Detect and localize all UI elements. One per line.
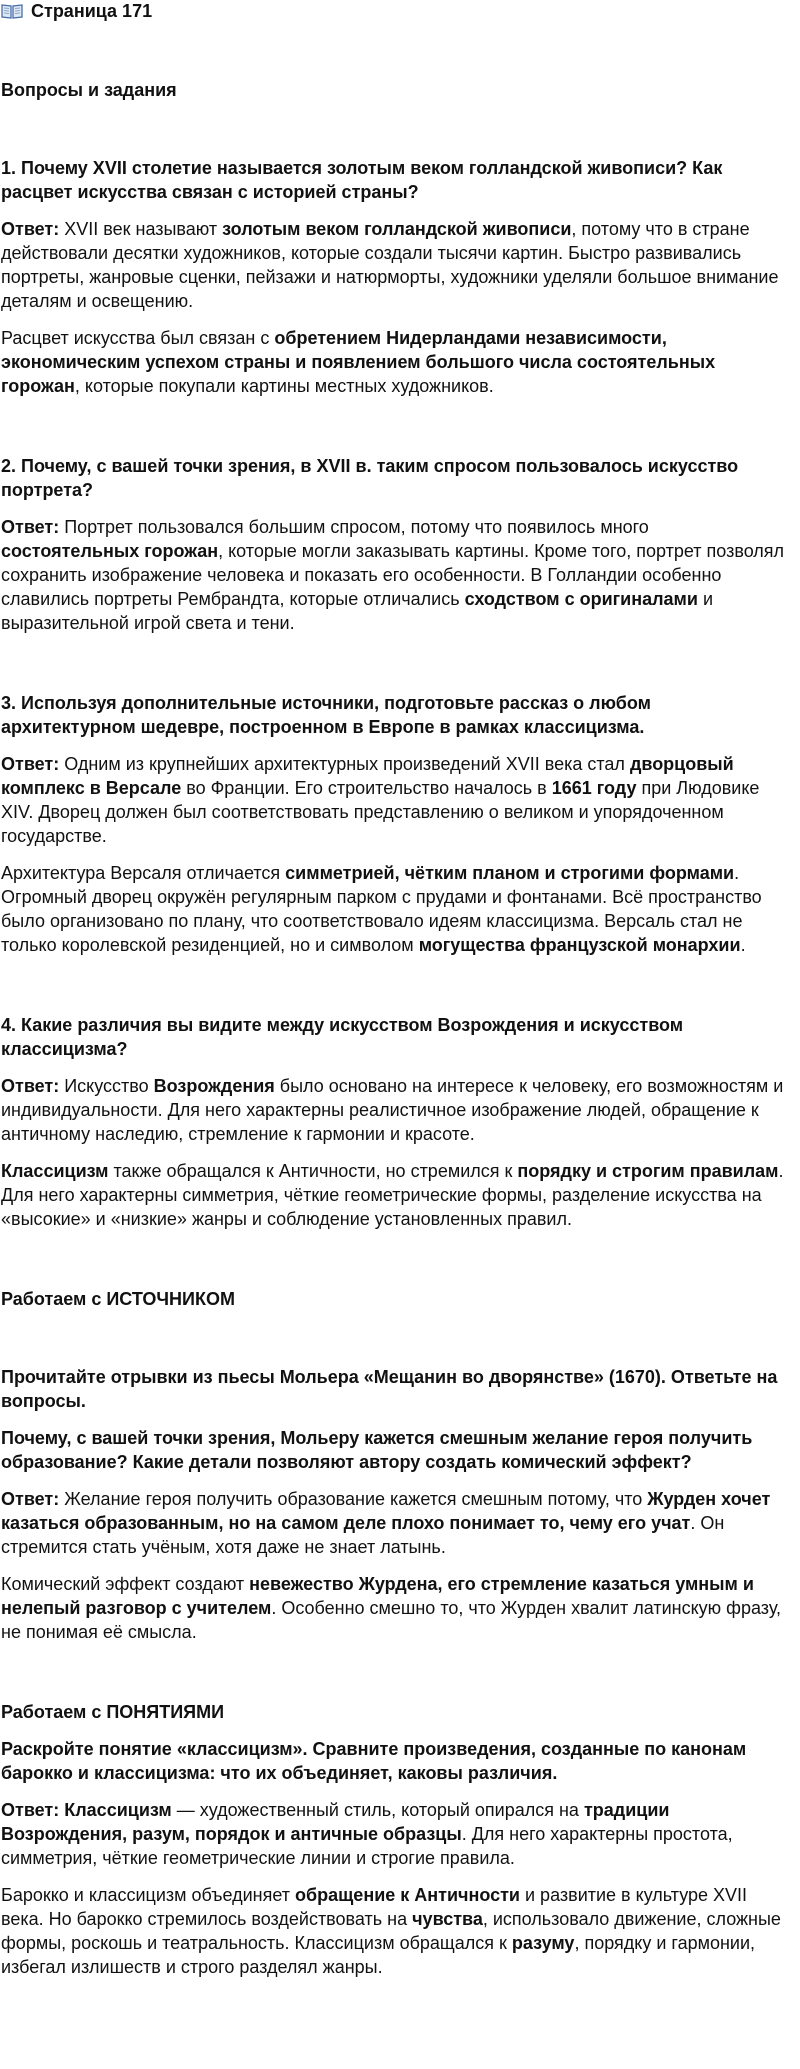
section-title-source: Работаем с ИСТОЧНИКОМ [1,1289,235,1309]
answer-3-paragraph-1 [1,752,788,848]
source-intro: Прочитайте отрывки из пьесы Мольера «Мещанин во дворянстве» (1670). Ответьте на вопросы. [1,1367,778,1411]
answer-3-paragraph-2 [1,861,788,957]
bold-span: симметрией, чётким планом и строгими формами [285,863,735,883]
text-span: — художественный стиль, который опирался на [171,1800,584,1820]
bold-span: чувства [412,1909,483,1929]
source-question: Почему, с вашей точки зрения, Мольеру кажется смешным желание героя получить образование? Какие детали позволяют автору создать комический эффект? [1,1428,753,1472]
text-span: Барокко и классицизм объединяет [1,1885,295,1905]
text-span: и выразительной игрой света и тени. [1,589,713,633]
text-span: , которые могли заказывать картины. Кроме того, портрет позволял сохранить изображение человека и показать его особенности. В Голландии особенно славились портреты Рембрандта, которые отличались [1,541,785,609]
question-4: 4. Какие различия вы видите между искусством Возрождения и искусством классицизма? [1,1015,684,1059]
bold-span: традиции Возрождения, разум, порядок и античные образцы [1,1800,670,1844]
text-span: Комический эффект создают [1,1574,250,1594]
concepts-answer-paragraph-1 [1,1798,788,1870]
bold-span: Классицизм [64,1800,172,1820]
bold-span: могущества французской монархии [418,935,741,955]
bold-span: Классицизм [1,1161,109,1181]
section-title-questions: Вопросы и задания [1,80,177,100]
bold-span: сходством с оригиналами [464,589,698,609]
text-span: . Огромный дворец окружён регулярным парком с прудами и фонтанами. Всё пространство было организовано по плану, что соответствовало идеям классицизма. Версаль стал не только королевской резиденцией, но и символом [1,863,762,955]
answer-label: Ответ: [1,517,60,537]
answer-1-paragraph-1 [1,217,788,313]
text-span: было основано на интересе к человеку, его возможностям и индивидуальности. Для него характерны реалистичное изображение людей, обращение к античному наследию, стремление к гармонии и красоте. [1,1076,784,1144]
text-span: и развитие в культуре XVII века. Но барокко стремилось воздействовать на [1,1885,748,1929]
text-span: . Для него характерны простота, симметрия, чёткие геометрические линии и строгие правила. [1,1824,733,1868]
section-title-concepts: Работаем с ПОНЯТИЯМИ [1,1702,225,1722]
text-span: . Для него характерны симметрия, чёткие геометрические формы, разделение искусства на «высокие» и «низкие» жанры и соблюдение установленных правил. [1,1161,784,1229]
source-answer-paragraph-2 [1,1572,788,1644]
text-span: . [740,935,746,955]
concepts-answer-paragraph-2 [1,1883,788,1979]
text-span: Искусство [59,1076,154,1096]
text-span: во Франции. Его строительство началось в [181,778,552,798]
answer-1-paragraph-2 [1,326,788,398]
answer-4-paragraph-1 [1,1074,788,1146]
answer-label: Ответ: [1,754,60,774]
bold-span: обретением Нидерландами независимости, экономическим успехом страны и появлением большого числа состоятельных горожан [1,328,716,396]
question-1: 1. Почему XVII столетие называется золотым веком голландской живописи? Как расцвет искусства связан с историей страны? [1,158,723,202]
bold-span: дворцовый комплекс в Версале [1,754,734,798]
answer-2-paragraph-1 [1,515,788,635]
text-span: Расцвет искусства был связан с [1,328,275,348]
text-span: , порядку и гармонии, избегал излишеств и строго разделял жанры. [1,1933,756,1977]
text-span: , которые покупали картины местных художников. [74,376,494,396]
text-span: Одним из крупнейших архитектурных произведений XVII века стал [59,754,630,774]
bold-span: Журден хочет казаться образованным, но на самом деле плохо понимает то, чему его учат [1,1489,771,1533]
answer-label: Ответ: [1,1489,60,1509]
text-span: также обращался к Античности, но стремился к [108,1161,518,1181]
answer-4-paragraph-2 [1,1159,788,1231]
answer-label: Ответ: [1,219,60,239]
page-header [1,0,788,22]
bold-span: порядку и строгим правилам [517,1161,779,1181]
text-span: . Он стремится стать учёным, хотя даже не знает латынь. [1,1513,725,1557]
concepts-question: Раскройте понятие «классицизм». Сравните произведения, созданные по канонам барокко и классицизма: что их объединяет, каковы различия. [1,1739,747,1783]
answer-label: Ответ: [1,1800,60,1820]
text-span: XVII век называют [59,219,223,239]
text-span: , потому что в стране действовали десятки художников, которые создали тысячи картин. Быстро развивались портреты, жанровые сценки, пейзажи и натюрморты, художники уделяли большое внимание деталям и освещению. [1,219,779,311]
text-span: Портрет пользовался большим спросом, потому что появилось много [59,517,649,537]
page-title: Страница 171 [31,1,153,21]
bold-span: Возрождения [153,1076,275,1096]
bold-span: обращение к Античности [295,1885,520,1905]
text-span: . Особенно смешно то, что Журден хвалит латинскую фразу, не понимая её смысла. [1,1598,782,1642]
question-2: 2. Почему, с вашей точки зрения, в XVII в. таким спросом пользовалось искусство портрета? [1,456,739,500]
text-span: Желание героя получить образование кажется смешным потому, что [59,1489,648,1509]
bold-span: невежество Журдена, его стремление казаться умным и нелепый разговор с учителем [1,1574,754,1618]
text-span: при Людовике XIV. Дворец должен был соответствовать представлению о великом и упорядоченном государстве. [1,778,760,846]
text-span: , использовало движение, сложные формы, роскошь и театральность. Классицизм обращался к [1,1909,781,1953]
text-span: Архитектура Версаля отличается [1,863,286,883]
question-3: 3. Используя дополнительные источники, подготовьте рассказ о любом архитектурном шедевре, построенном в Европе в рамках классицизма. [1,693,651,737]
bold-span: разуму [511,1933,575,1953]
bold-span: состоятельных горожан [1,541,219,561]
open-book-icon [1,3,23,19]
bold-span: золотым веком голландской живописи [222,219,572,239]
source-answer-paragraph-1 [1,1487,788,1559]
bold-span: 1661 году [551,778,637,798]
answer-label: Ответ: [1,1076,60,1096]
